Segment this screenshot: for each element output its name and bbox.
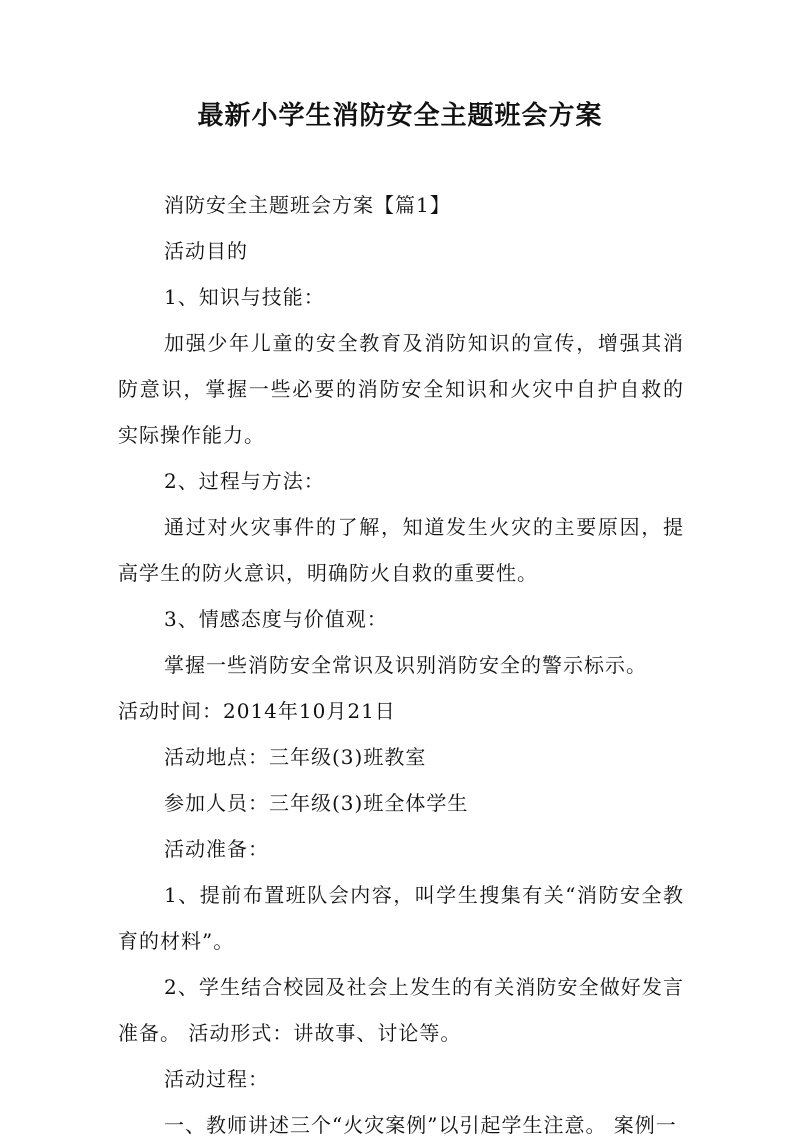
document-title: 最新小学生消防安全主题班会方案 <box>197 101 603 131</box>
paragraph: 加强少年儿童的安全教育及消防知识的宣传，增强其消防意识，掌握一些必要的消防安全知识和火灾中自护自救的实际操作能力。 <box>118 331 684 447</box>
section-heading: 消防安全主题班会方案【篇1】 <box>164 193 451 217</box>
paragraph: 1、知识与技能： <box>164 285 325 309</box>
paragraph: 掌握一些消防安全常识及识别消防安全的警示标示。 <box>164 653 647 677</box>
paragraph: 2、学生结合校园及社会上发生的有关消防安全做好发言准备。 活动形式：讲故事、讨论等。 <box>118 975 684 1045</box>
paragraph: 活动地点：三年级(3)班教室 <box>164 745 427 769</box>
paragraph: 通过对火灾事件的了解，知道发生火灾的主要原因，提高学生的防火意识，明确防火自救的重要性。 <box>118 515 684 585</box>
paragraph: 2、过程与方法： <box>164 469 325 493</box>
paragraph: 1、提前布置班队会内容，叫学生搜集有关“消防安全教育的材料”。 <box>118 883 684 953</box>
paragraph: 活动过程： <box>164 1067 269 1091</box>
document-body <box>118 182 684 1148</box>
paragraph: 活动目的 <box>164 239 248 263</box>
paragraph: 一、教师讲述三个“火灾案例”以引起学生注意。 案例一 <box>164 1113 677 1137</box>
paragraph: 活动时间：2014年10月21日 <box>118 699 396 723</box>
paragraph: 参加人员：三年级(3)班全体学生 <box>164 791 469 815</box>
paragraph: 活动准备： <box>164 837 269 861</box>
paragraph: 3、情感态度与价值观： <box>164 607 388 631</box>
